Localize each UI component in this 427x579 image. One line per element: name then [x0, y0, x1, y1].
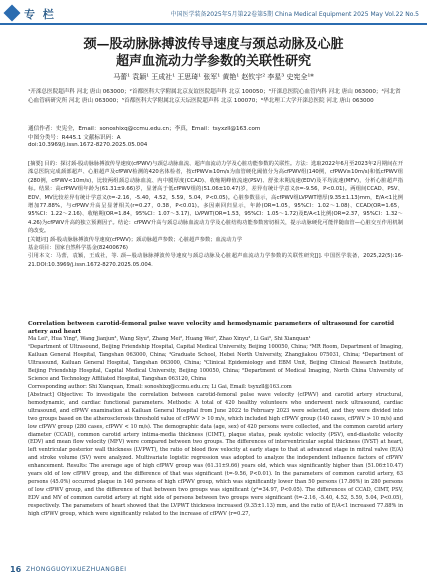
abstract-cn: [28, 160, 403, 269]
authors-en: Ma Lei¹, Hua Ying², Wang Jianjun³, Wang Siyu², Zhang Mei², Huang Wei², Zhao Xinyu², Li Gai³, Shi Xianquan¹: [28, 336, 311, 342]
affiliations: ¹开滦总医院超声科 河北 唐山 063000；²首都医科大学附属北京友谊医院超声科 北京 100050；³开滦总医院心血管内科 河北 唐山 063000；⁴河北省心血管病研究所 河北 唐山 063000；⁵首都医科大学附属北京天坛医院超声科 北京 100070；⁶华北理工大学开滦总医院 河北 唐山 063000: [28, 89, 401, 105]
page-number: 16: [10, 565, 22, 574]
abstract-en: [Abstract] Objective: To investigate the correlation between carotid-femoral pulse wave velocity (cfPWV) and carotid artery structural, hemodynamic, and cardiac functional parameters. Methods: A total of 420 healthy volunteers who underwent neck ultrasound, cardiac ultrasound, and cfPWV examination at Kailuan General Hospital from June 2022 to February 2023 were selected, and they were divided into two groups based on the atherosclerosis threshold value of cfPWV > 10 m/s, which included high cfPWV group (140 cases, cfPWV > 10 m/s) and low cfPWV group (280 cases, cfPWV < 10 m/s). The demographic data (age, sex) of 420 persons were collected, and the common carotid artery diameter (CCAD), common carotid artery intima-media thickness (CIMT), plaque status, peak systolic velocity (PSV), end-diastolic velocity (EDV) and mean flow velocity (MFV) were compared between two groups. The differences of interventricular septal thickness (IVST) at heart, left ventricular posterior wall thickness (LVPWT), the ratio of blood flow velocity at early stage to that at advanced stage in mitral valve (E/A) and stroke volume (SV) were analyzed. Multivariate logistic regression was adopted to analyze the independent influence factors of cfPWV enhancement. Results: The average age of high cfPWV group was (61.31±9.66) years old, which was significantly higher than (51.06±10.47) years old of low cfPWV group, and the difference of that was significant (t=-9.56, P<0.01). In the parameters of common carotid artery, 63 persons (45.0%) occurred plaque in 140 persons of high cfPWV group, which was significantly lower than 50 persons (17.86%) in 280 persons of low cfPWV group, and the difference of that between two groups was significant (χ²=34.97, P<0.05). The differences of CCAD, CIMT, PSV, EDV and MV of common carotid artery at right side of persons between two groups were significant (t=-2.16, -5.40, 4.52, 5.59, 5.04, P<0.05), respectively. The parameters of heart showed that the LVPWT thickness increased (9.35±1.13) mm, and the ratio of E/A<1 increased 77.88% in high cfPWV group, which were significantly related to the increase of cfPWV (r=0.27,: [28, 392, 403, 517]
keywords-cn: [关键词] 颈-股动脉脉搏波传导速度(cfPWV)；颈动脉超声参数；心脏超声参数；血流动力学: [28, 236, 243, 243]
title-en: Correlation between carotid-femoral pulse wave velocity and hemodynamic parameters of ultrasound for carotid artery and heart: [28, 321, 395, 335]
footer-journal: ZHONGGUOYIXUEZHUANGBEI: [26, 566, 127, 573]
header-rule: [0, 23, 427, 25]
section-label: 专 栏: [24, 8, 56, 21]
journal-logo-icon: [4, 5, 21, 22]
article-title-line2: 超声血流动力学参数的关联性研究: [115, 54, 311, 69]
corresponding-author: 通信作者：史宪全，Email：sonoshixq@ccmu.edu.cn；李真，Email：tsyxzll@163.com: [28, 126, 261, 132]
page-footer: [0, 563, 427, 579]
affiliations-en: ¹Department of Ultrasound, Beijing Friendship Hospital, Capital Medical University, Beijing 100050, China; ²MR Room, Department of Imaging, Kailuan General Hospital, Tangshan 063000, China; ³Graduate School, Hebei North University, Zhangjiakou 075031, China; ⁴Department of Ultrasound, Kailuan General Hospital, Tangshan 063000, China; ⁵Clinical Epidemiology and EBM Unit, Beijing Clinical Research Institute, Beijing Friendship Hospital, Capital Medical University, Beijing 100050, China; ⁶Department of Medical Imaging, North China University of Science and Technology Affiliated Hospital, Tangshan 063120, China: [28, 344, 403, 382]
corresponding-en: Corresponding author: Shi Xianquan, Email: sonoshixq@ccmu.edu.cn; Li Gai, Email: tsyxzll@163.com: [28, 384, 292, 390]
page-header: [0, 0, 427, 28]
journal-header: 中国医学装备2025年5月第22卷第5期 China Medical Equipment 2025 May Vol.22 No.5: [170, 11, 419, 18]
abstract-cn-text: [摘要] 目的：探讨颈-股动脉脉搏波传导速度(cfPWV)与颈总动脉血流、超声血流动力学及心脏功能参数的关联性。方法：选取2022年6月至2023年2月期间在开滦总医院完成颈部超声、心脏超声及cfPWV检测的420名体检者，按cfPWV≥10m/s为血管硬化阈值分为高cfPWV组(140例，cfPWV≥10m/s)和低cfPWV组(280例，cfPWV<10m/s)，比较两组颈总动脉血流、内中膜厚度(CCAD)、收缩期峰值流速(PSV)、舒张末期流速(EDV)及平均流速(MFV)，分析心脏超声指标。结果：高cfPWV组年龄为(61.31±9.66)岁，显著高于低cfPWV组的(51.06±10.47)岁，差异有统计学意义(t=-9.56，P<0.01)。两组间CCAD、PSV、EDV、MV比较差异有统计学意义(t=-2.16，-5.40，4.52，5.59，5.04，P<0.05)。心脏参数显示，高cfPWV组LVPWT增厚(9.35±1.13)mm，E/A<1比例增加77.88%，与cfPWV升高呈显著相关(r=0.27，0.38，P<0.01)。多因素回归显示，年龄(OR=1.05，95%CI：1.02～1.08)、CCAD(OR=1.65，95%CI：1.22～2.16)、收缩期(OR=1.84，95%CI：1.07～3.17)、LVPWT(OR=1.53，95%CI：1.05～1.72)及E/A<1比例(OR=2.37，95%CI：1.32～4.26)为cfPWV升高的独立预测因子。结论：cfPWV升高与颈总动脉血流动力学及心脏结构功能参数密切相关，提示动脉硬化可能伴随血管—心脏交互作用机制的改变。: [28, 161, 403, 235]
fund-cn: 基金项目：国家自然科学基金(82400676): [28, 245, 128, 252]
classification: 中图分类号：R445.1 文献标识码：A: [28, 135, 121, 141]
author-list: 马蕾¹ 袁颖¹ 王成社¹ 王思琦¹ 张军¹ 黄艳¹ 赵钦宇² 李星³ 史宪全¹*: [113, 73, 314, 81]
doi: doi:10.3969/j.issn.1672-8270.2025.05.004: [28, 142, 148, 148]
citation-cn: 引用本文：马蕾，袁颖，王成社，等. 颈—股动脉脉搏波传导速度与颈总动脉及心脏超声血流动力学参数的关联性研究[J]. 中国医学装备，2025,22(5):16-21.DOI:10.3969/j.issn.1672-8270.2025.05.004.: [28, 253, 403, 268]
article-title-line1: 颈—股动脉脉搏波传导速度与颈总动脉及心脏: [83, 37, 344, 52]
